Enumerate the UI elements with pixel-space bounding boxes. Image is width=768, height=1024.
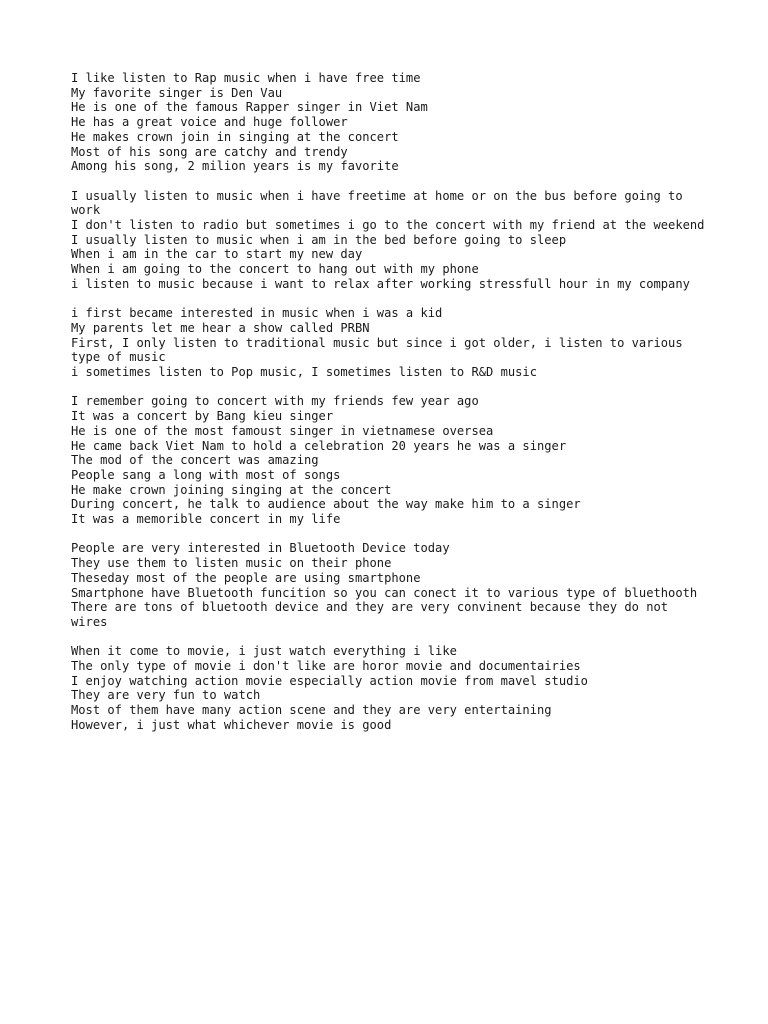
text-line: He has a great voice and huge follower — [71, 115, 348, 130]
paragraph-music-interest — [71, 306, 711, 380]
text-line: My parents let me hear a show called PRBN — [71, 320, 370, 335]
text-line: He is one of the most famoust singer in vietnamese oversea — [71, 423, 494, 438]
text-line: He came back Viet Nam to hold a celebration 20 years he was a singer — [71, 438, 567, 453]
paragraph-music-favorite — [71, 71, 711, 174]
text-line: Most of them have many action scene and they are very entertaining — [71, 703, 552, 718]
text-line: The mod of the concert was amazing — [71, 453, 319, 468]
paragraph-concert-memory — [71, 394, 711, 526]
text-line: Smartphone have Bluetooth funcition so you can conect it to various type of bluethooth — [71, 585, 698, 600]
text-line: It was a memorible concert in my life — [71, 512, 341, 527]
text-line: People sang a long with most of songs — [71, 467, 341, 482]
text-line: i listen to music because i want to relax after working stressfull hour in my company — [71, 276, 690, 291]
text-line: I like listen to Rap music when i have free time — [71, 71, 421, 85]
text-line: People are very interested in Bluetooth Device today — [71, 541, 450, 556]
text-line: I usually listen to music when i have freetime at home or on the bus before going to work — [71, 188, 690, 218]
text-line: First, I only listen to traditional music but since i got older, i listen to various type of music — [71, 335, 690, 365]
text-line: My favorite singer is Den Vau — [71, 85, 283, 100]
text-line: They are very fun to watch — [71, 688, 261, 703]
text-line: When it come to movie, i just watch everything i like — [71, 644, 457, 659]
text-line: During concert, he talk to audience about the way make him to a singer — [71, 497, 581, 512]
paragraph-movies — [71, 644, 711, 732]
text-line: i sometimes listen to Pop music, I sometimes listen to R&D music — [71, 365, 537, 380]
text-line: He make crown joining singing at the concert — [71, 482, 392, 497]
text-line: However, i just what whichever movie is good — [71, 717, 392, 732]
text-line: He makes crown join in singing at the concert — [71, 129, 399, 144]
text-line: When i am going to the concert to hang out with my phone — [71, 262, 479, 277]
text-line: Theseday most of the people are using smartphone — [71, 570, 421, 585]
text-line: I don't listen to radio but sometimes i go to the concert with my friend at the weekend — [71, 218, 705, 233]
text-line: When i am in the car to start my new day — [71, 247, 363, 262]
document-body — [71, 71, 711, 747]
text-line: Most of his song are catchy and trendy — [71, 144, 348, 159]
text-line: He is one of the famous Rapper singer in Viet Nam — [71, 100, 428, 115]
text-line: The only type of movie i don't like are horor movie and documentairies — [71, 659, 581, 674]
text-line: I remember going to concert with my friends few year ago — [71, 394, 479, 409]
text-line: There are tons of bluetooth device and they are very convinent because they do not wires — [71, 600, 676, 629]
paragraph-bluetooth — [71, 541, 711, 629]
text-line: It was a concert by Bang kieu singer — [71, 409, 334, 424]
text-line: i first became interested in music when i was a kid — [71, 306, 443, 321]
text-line: I usually listen to music when i am in the bed before going to sleep — [71, 232, 567, 247]
text-line: Among his song, 2 milion years is my favorite — [71, 159, 399, 174]
paragraph-listening-habits — [71, 189, 711, 292]
text-line: They use them to listen music on their phone — [71, 556, 392, 571]
text-line: I enjoy watching action movie especially action movie from mavel studio — [71, 673, 588, 688]
